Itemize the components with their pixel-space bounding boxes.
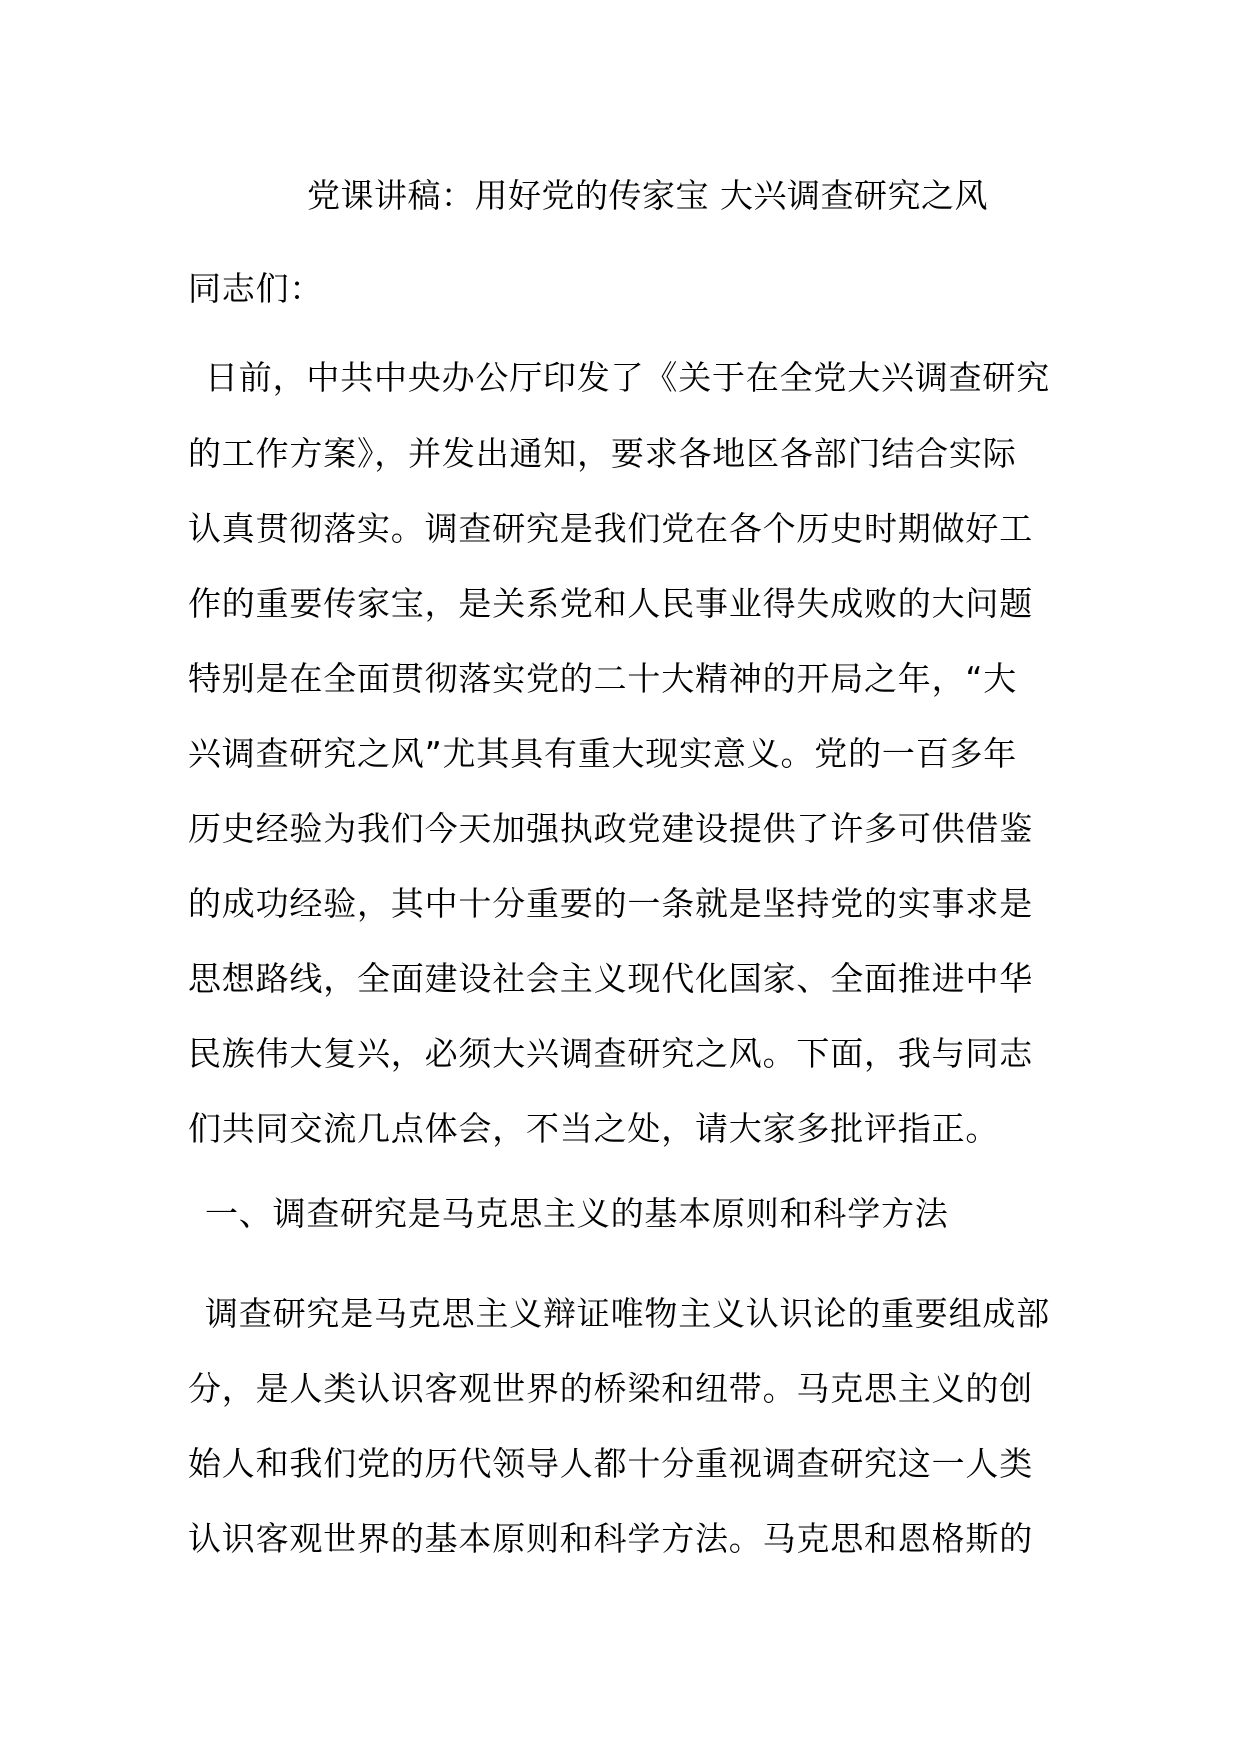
- paragraph-line: 思想路线，全面建设社会主义现代化国家、全面推进中华: [188, 959, 1033, 998]
- paragraph-line: 历史经验为我们今天加强执政党建设提供了许多可供借鉴: [188, 809, 1033, 848]
- paragraph-line: 兴调查研究之风”尤其具有重大现实意义。党的一百多年: [188, 734, 1018, 773]
- paragraph-line: 认识客观世界的基本原则和科学方法。马克思和恩格斯的: [188, 1519, 1033, 1558]
- paragraph-line: 民族伟大复兴，必须大兴调查研究之风。下面，我与同志: [188, 1034, 1033, 1073]
- document-title: 党课讲稿：用好党的传家宝 大兴调查研究之风: [307, 176, 988, 215]
- paragraph-line: 特别是在全面贯彻落实党的二十大精神的开局之年，“大: [188, 659, 1018, 698]
- paragraph-line: 认真贯彻落实。调查研究是我们党在各个历史时期做好工: [188, 509, 1033, 548]
- paragraph-line: 作的重要传家宝，是关系党和人民事业得失成败的大问题: [188, 584, 1033, 623]
- section-heading: 一、调查研究是马克思主义的基本原则和科学方法: [205, 1194, 949, 1233]
- paragraph-line: 的工作方案》，并发出通知，要求各地区各部门结合实际: [188, 434, 1017, 473]
- paragraph-line: 始人和我们党的历代领导人都十分重视调查研究这一人类: [188, 1444, 1033, 1483]
- paragraph-line: 的成功经验，其中十分重要的一条就是坚持党的实事求是: [188, 884, 1033, 923]
- paragraph-line: 调查研究是马克思主义辩证唯物主义认识论的重要组成部: [205, 1294, 1050, 1333]
- paragraph-line: 分，是人类认识客观世界的桥梁和纽带。马克思主义的创: [188, 1369, 1033, 1408]
- paragraph-line: 们共同交流几点体会，不当之处，请大家多批评指正。: [188, 1109, 1000, 1148]
- paragraph-line: 日前，中共中央办公厅印发了《关于在全党大兴调查研究: [205, 358, 1050, 397]
- salutation: 同志们：: [188, 269, 324, 308]
